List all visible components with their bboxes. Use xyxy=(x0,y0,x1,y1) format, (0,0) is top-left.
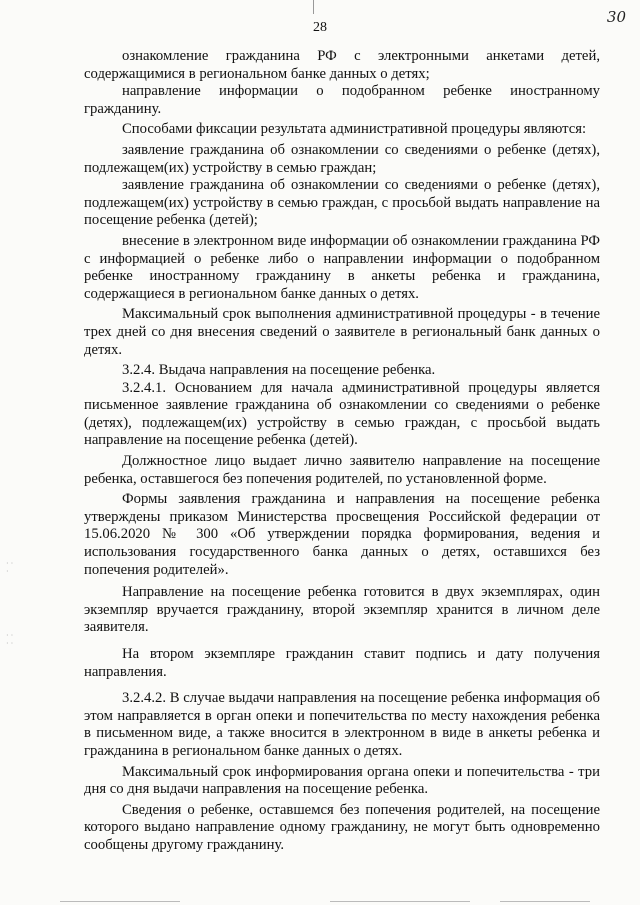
paragraph: Максимальный срок выполнения административной процедуры - в течение трех дней со дня внесения сведений о заявителе в региональный банк данных о детях. xyxy=(84,306,600,358)
scan-margin-speck: · · · xyxy=(6,559,14,576)
scan-bottom-mark xyxy=(330,901,470,902)
document-body xyxy=(84,48,600,855)
paragraph: направление информации о подобранном ребенке иностранному гражданину. xyxy=(84,83,600,117)
paragraph: ознакомление гражданина РФ с электронными анкетами детей, содержащимися в региональном банке данных о детях; xyxy=(84,48,600,82)
paragraph: заявление гражданина об ознакомлении со сведениями о ребенке (детях), подлежащем(их) устройству в семью граждан, с просьбой выдать направление на посещение ребенка (детей); xyxy=(84,177,600,229)
page-number: 28 xyxy=(313,20,327,35)
paragraph: На втором экземпляре гражданин ставит подпись и дату получения направления. xyxy=(84,646,600,680)
scan-bottom-mark xyxy=(60,901,180,902)
scan-top-tick xyxy=(313,0,314,14)
handwritten-sheet-number: 30 xyxy=(606,8,626,26)
paragraph: заявление гражданина об ознакомлении со сведениями о ребенке (детях), подлежащем(их) устройству в семью граждан; xyxy=(84,141,600,176)
section-heading: 3.2.4. Выдача направления на посещение ребенка. xyxy=(122,362,436,379)
paragraph: Направление на посещение ребенка готовится в двух экземплярах, один экземпляр вручается гражданину, второй экземпляр хранится в личном деле заявителя. xyxy=(84,584,600,636)
paragraph: 3.2.4.2. В случае выдачи направления на посещение ребенка информация об этом направляется в орган опеки и попечительства по месту нахождения ребенка в письменном виде, а также вносится в электронном в виде в анкеты ребенка и гражданина в региональном банке данных о детях. xyxy=(84,690,600,759)
paragraph: Формы заявления гражданина и направления на посещение ребенка утверждены приказом Министерства просвещения Российской федерации от 15.06.2020 № 300 «Об утверждении порядка формирования, ведения и использования государственного банка данных о детях, оставшихся без попечения родителей». xyxy=(84,491,600,578)
paragraph: Способами фиксации результата административной процедуры являются: xyxy=(122,121,587,138)
paragraph: Максимальный срок информирования органа опеки и попечительства - три дня со дня выдачи направления на посещение ребенка. xyxy=(84,763,600,798)
paragraph: Должностное лицо выдает лично заявителю направление на посещение ребенка, оставшегося без попечения родителей, по установленной форме. xyxy=(84,453,600,487)
scan-margin-speck: · · · · xyxy=(6,631,14,648)
paragraph: 3.2.4.1. Основанием для начала административной процедуры является письменное заявление гражданина об ознакомлении со сведениями о ребенке (детях), подлежащем(их) устройству в семью граждан, с просьбой выдать направление на посещение ребенка (детей). xyxy=(84,379,600,449)
paragraph: внесение в электронном виде информации об ознакомлении гражданина РФ с информацией о ребенке либо о направлении информации о подобранном ребенке иностранному гражданину в анкеты ребенка и гражданина, содержащиеся в региональном банке данных о детях. xyxy=(84,232,600,302)
scan-bottom-mark xyxy=(500,901,590,902)
paragraph: Сведения о ребенке, оставшемся без попечения родителей, на посещение которого выдано направление одному гражданину, не могут быть одновременно сообщены другому гражданину. xyxy=(84,801,600,853)
